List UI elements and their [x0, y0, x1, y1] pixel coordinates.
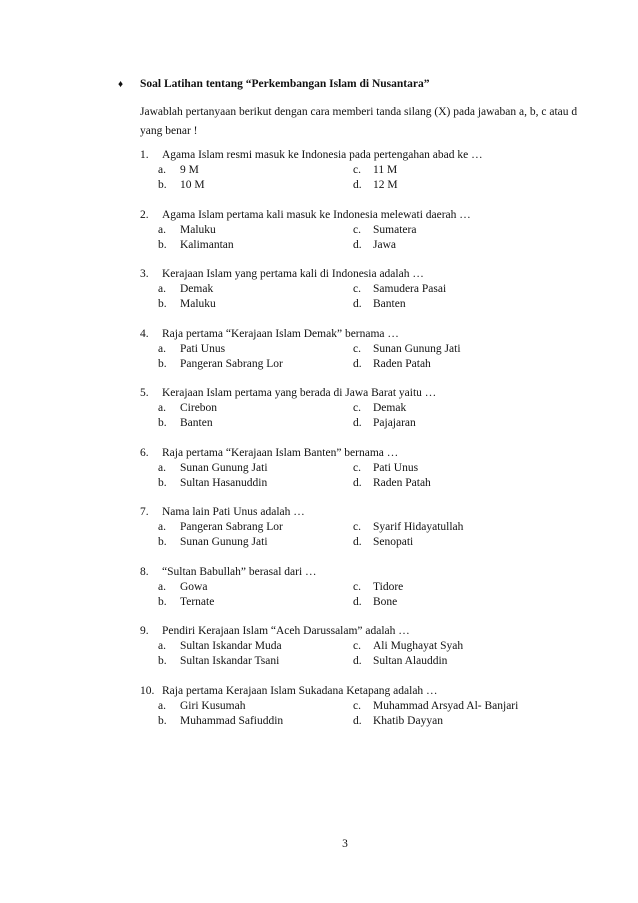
- option-letter-b: b.: [158, 536, 167, 548]
- question-number: 4.: [140, 327, 149, 340]
- option-letter-d: d.: [353, 595, 362, 608]
- option-b: Ternate: [180, 595, 215, 608]
- option-a: Pangeran Sabrang Lor: [180, 521, 283, 533]
- option-letter-c: c.: [353, 699, 361, 712]
- question-list: [140, 148, 600, 743]
- option-d: 12 M: [373, 179, 398, 191]
- option-letter-b: b.: [158, 298, 167, 310]
- option-letter-b: b.: [158, 595, 167, 608]
- option-c: Ali Mughayat Syah: [373, 640, 464, 652]
- answer-options: [158, 699, 600, 729]
- option-letter-b: b.: [158, 476, 167, 489]
- option-a: Demak: [180, 283, 214, 295]
- option-a: Giri Kusumah: [180, 699, 246, 712]
- question-item: [140, 624, 600, 669]
- option-letter-c: c.: [353, 521, 361, 533]
- option-a: Pati Unus: [180, 342, 226, 355]
- option-letter-d: d.: [353, 655, 362, 667]
- option-letter-c: c.: [353, 283, 361, 295]
- answer-options: [158, 401, 600, 431]
- question-item: [140, 327, 600, 372]
- option-letter-d: d.: [353, 357, 362, 370]
- question-item: [140, 208, 600, 253]
- option-d: Sultan Alauddin: [373, 655, 448, 667]
- question-item: [140, 505, 600, 550]
- question-text: Pendiri Kerajaan Islam “Aceh Darussalam” adalah …: [162, 625, 410, 637]
- question-line: [140, 505, 600, 520]
- option-d: Banten: [373, 298, 406, 310]
- option-letter-d: d.: [353, 238, 362, 251]
- question-text: Raja pertama “Kerajaan Islam Banten” bernama …: [162, 446, 399, 459]
- question-text: Agama Islam pertama kali masuk ke Indonesia melewati daerah …: [162, 208, 471, 221]
- page-title: Soal Latihan tentang “Perkembangan Islam di Nusantara”: [140, 78, 430, 90]
- answer-options: [158, 163, 600, 193]
- option-letter-b: b.: [158, 238, 167, 251]
- question-line: [140, 327, 600, 342]
- option-b: Maluku: [180, 298, 216, 310]
- question-line: [140, 684, 600, 699]
- question-line: [140, 148, 600, 163]
- question-text: Agama Islam resmi masuk ke Indonesia pada pertengahan abad ke …: [162, 149, 483, 161]
- answer-options: [158, 461, 600, 491]
- option-a: Maluku: [180, 223, 216, 236]
- question-text: Kerajaan Islam pertama yang berada di Jawa Barat yaitu …: [162, 387, 437, 399]
- question-number: 5.: [140, 387, 149, 399]
- question-number: 9.: [140, 625, 149, 637]
- option-a: Cirebon: [180, 402, 218, 414]
- answer-options: [158, 342, 600, 372]
- option-d: Jawa: [373, 238, 396, 251]
- option-letter-c: c.: [353, 402, 361, 414]
- question-line: [140, 565, 600, 580]
- question-text: Nama lain Pati Unus adalah …: [162, 506, 305, 518]
- option-letter-c: c.: [353, 640, 361, 652]
- option-letter-a: a.: [158, 699, 166, 712]
- option-c: Syarif Hidayatullah: [373, 521, 464, 533]
- option-b: Banten: [180, 417, 213, 429]
- option-letter-d: d.: [353, 298, 362, 310]
- option-b: Sultan Iskandar Tsani: [180, 655, 280, 667]
- option-letter-d: d.: [353, 714, 362, 727]
- answer-options: [158, 580, 600, 610]
- option-letter-b: b.: [158, 655, 167, 667]
- option-d: Khatib Dayyan: [373, 714, 443, 727]
- option-letter-d: d.: [353, 536, 362, 548]
- option-d: Bone: [373, 595, 398, 608]
- option-a: Sunan Gunung Jati: [180, 461, 268, 474]
- option-b: Muhammad Safiuddin: [180, 714, 284, 727]
- option-c: Tidore: [373, 580, 404, 593]
- option-c: Samudera Pasai: [373, 283, 447, 295]
- option-letter-a: a.: [158, 402, 166, 414]
- question-item: [140, 267, 600, 312]
- option-c: Muhammad Arsyad Al- Banjari: [373, 699, 519, 712]
- option-letter-b: b.: [158, 417, 167, 429]
- question-text: Raja pertama “Kerajaan Islam Demak” bernama …: [162, 327, 399, 340]
- question-line: [140, 267, 600, 282]
- option-b: Pangeran Sabrang Lor: [180, 357, 283, 370]
- question-number: 10.: [140, 684, 155, 697]
- option-a: Sultan Iskandar Muda: [180, 640, 282, 652]
- option-letter-d: d.: [353, 179, 362, 191]
- option-letter-a: a.: [158, 461, 166, 474]
- question-line: [140, 208, 600, 223]
- question-text: “Sultan Babullah” berasal dari …: [162, 565, 317, 578]
- option-letter-c: c.: [353, 580, 361, 593]
- option-letter-b: b.: [158, 714, 167, 727]
- answer-options: [158, 639, 600, 669]
- option-c: 11 M: [373, 164, 398, 176]
- option-letter-c: c.: [353, 461, 361, 474]
- option-letter-a: a.: [158, 283, 166, 295]
- option-c: Pati Unus: [373, 461, 419, 474]
- option-d: Raden Patah: [373, 476, 431, 489]
- option-letter-d: d.: [353, 476, 362, 489]
- answer-options: [158, 223, 600, 253]
- option-letter-b: b.: [158, 357, 167, 370]
- question-item: [140, 148, 600, 193]
- option-letter-c: c.: [353, 164, 361, 176]
- option-letter-a: a.: [158, 640, 166, 652]
- option-letter-a: a.: [158, 164, 166, 176]
- option-d: Pajajaran: [373, 417, 416, 429]
- option-c: Sumatera: [373, 223, 417, 236]
- question-line: [140, 446, 600, 461]
- question-line: [140, 386, 600, 401]
- diamond-bullet-icon: ♦: [118, 79, 124, 90]
- option-b: 10 M: [180, 179, 205, 191]
- question-item: [140, 446, 600, 491]
- instruction-text: Jawablah pertanyaan berikut dengan cara memberi tanda silang (X) pada jawaban a, b, c atau d yang benar !: [140, 106, 578, 137]
- question-number: 2.: [140, 208, 149, 221]
- option-letter-a: a.: [158, 342, 166, 355]
- question-number: 8.: [140, 565, 149, 578]
- option-a: Gowa: [180, 580, 208, 593]
- question-item: [140, 386, 600, 431]
- answer-options: [158, 520, 600, 550]
- question-text: Raja pertama Kerajaan Islam Sukadana Ketapang adalah …: [162, 684, 438, 697]
- question-number: 6.: [140, 446, 149, 459]
- question-item: [140, 684, 600, 729]
- question-number: 7.: [140, 506, 149, 518]
- option-letter-b: b.: [158, 179, 167, 191]
- option-letter-a: a.: [158, 580, 166, 593]
- option-letter-d: d.: [353, 417, 362, 429]
- option-letter-c: c.: [353, 342, 361, 355]
- page-number: 3: [342, 838, 348, 850]
- title-row: [118, 78, 429, 90]
- option-b: Sunan Gunung Jati: [180, 536, 268, 548]
- question-number: 3.: [140, 268, 149, 280]
- option-d: Raden Patah: [373, 357, 431, 370]
- question-item: [140, 565, 600, 610]
- option-letter-c: c.: [353, 223, 361, 236]
- answer-options: [158, 282, 600, 312]
- question-line: [140, 624, 600, 639]
- question-number: 1.: [140, 149, 149, 161]
- option-b: Sultan Hasanuddin: [180, 476, 268, 489]
- option-d: Senopati: [373, 536, 414, 548]
- option-letter-a: a.: [158, 521, 166, 533]
- option-a: 9 M: [180, 164, 199, 176]
- question-text: Kerajaan Islam yang pertama kali di Indonesia adalah …: [162, 268, 424, 280]
- option-c: Demak: [373, 402, 407, 414]
- option-c: Sunan Gunung Jati: [373, 342, 461, 355]
- option-letter-a: a.: [158, 223, 166, 236]
- option-b: Kalimantan: [180, 238, 234, 251]
